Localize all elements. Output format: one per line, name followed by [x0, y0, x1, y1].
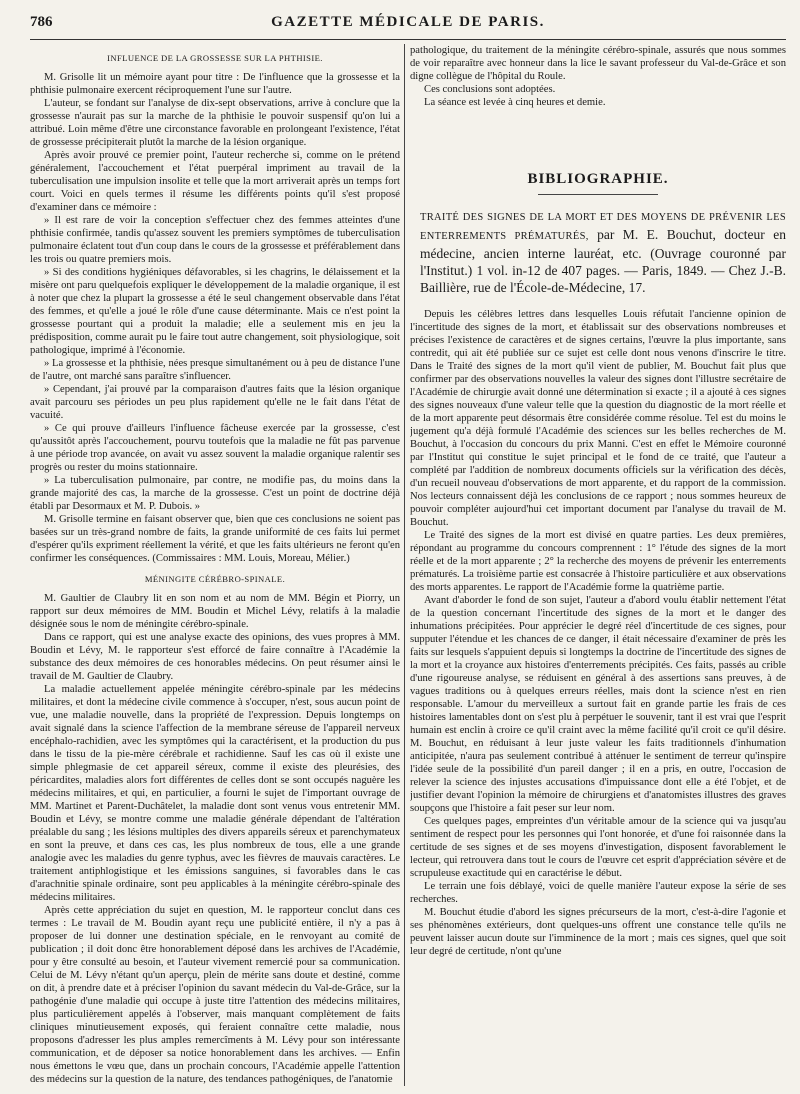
- paragraph: » La tuberculisation pulmonaire, par contre, ne modifie pas, du moins dans la grande majorité des cas, la marche de la grossesse. C'est un point de doctrine déjà établi par Desormaux et M. P. Dubois. »: [30, 475, 400, 512]
- page-number: 786: [30, 14, 53, 30]
- book-title: TRAITÉ DES SIGNES DE LA MORT ET DES MOYENS DE PRÉVENIR LES ENTERREMENTS PRÉMATURÉS,: [420, 212, 786, 242]
- paragraph: Le terrain une fois déblayé, voici de quelle manière l'auteur expose la série de ses recherches.: [410, 881, 786, 905]
- paragraph: » Il est rare de voir la conception s'effectuer chez des femmes atteintes d'une phthisie confirmée, tandis qu'assez souvent les premiers symptômes de tuberculisation pulmonaire éclatent tout d'un coup dans le cours de la grossesse et préférablement dans les trois ou quatre premiers mois.: [30, 215, 400, 265]
- paragraph: Dans ce rapport, qui est une analyse exacte des opinions, des vues propres à MM. Boudin et Lévy, M. le rapporteur s'est efforcé de faire connaître à l'Académie la substance des deux mémoires de ces honorables médecins. On peut résumer ainsi le travail de M. Gaultier de Claubry.: [30, 632, 400, 682]
- section-title-phthisie: INFLUENCE DE LA GROSSESSE SUR LA PHTHISIE.: [107, 53, 323, 63]
- paragraph: M. Grisolle termine en faisant observer que, bien que ces conclusions ne soient pas basées sur un très-grand nombre de faits, la grande uniformité de ces faits lui permet d'espérer qu'ils expriment réellement la vérité, et que les faits ultérieurs ne feront qu'en confirmer les conséquences. (Commissaires : MM. Louis, Moreau, Mélier.): [30, 514, 400, 564]
- right-column: [410, 44, 786, 1088]
- paragraph: Depuis les célèbres lettres dans lesquelles Louis réfutait l'ancienne opinion de l'incertitude des signes de la mort, et établissait sur des observations nombreuses et précises l'existence de caractères et de signes certains, l'œuvre la plus importante, sans contredit, qui ait été publiée sur ce sujet est celle dont nous venons d'inscrire le titre. Dans le Traité des signes de la mort qu'il vient de publier, M. Bouchut fait plus que confirmer par des observations nouvelles la valeur des signes dont l'illustre secrétaire de l'Académie de chirurgie avait donné une détermination si exacte ; il a ajouté à ces signes des signes nouveaux d'une valeur telle que la question du diagnostic de la mort réelle et de la mort apparente peut désormais être considérée comme résolue. Tel est du moins le jugement qu'a déjà formulé l'Académie des sciences sur les belles recherches de M. Bouchut, à l'occasion du concours du prix Manni. C'est en effet le Mémoire couronné par l'Institut qui constitue le sujet principal et le fond de ce traité, que l'auteur a complété par l'addition de nombreux documents officiels sur la vérification des décès, d'un recueil nouveau d'observations de mort apparente, et du rapport de la commission. Nos lecteurs connaissent déjà les conclusions de ce rapport ; nous sommes heureux de pouvoir compléter aujourd'hui cet important document par l'analyse du travail de M. Bouchut.: [410, 309, 786, 528]
- paragraph: » Si des conditions hygiéniques défavorables, si les chagrins, le délaissement et la misère ont paru quelquefois expliquer le développement de la maladie organique, il est à noter que chez la plupart la grossesse a été le seul changement observable dans l'état des femmes, et qu'elle a joué le rôle d'une cause déterminante. Mais ce n'est point la grossesse pourtant qui a produit la maladie; elle a seulement mis en jeu la prédisposition, comme aurait pu le faire tout autre changement, soit physiologique, soit pathologique, imprimé à l'économie.: [30, 267, 400, 356]
- journal-title: GAZETTE MÉDICALE DE PARIS.: [271, 14, 545, 30]
- paragraph: » Cependant, j'ai prouvé par la comparaison d'autres faits que la lésion organique avait parcouru ses périodes un peu plus rapidement qu'elle ne le fait dans l'état de vacuité.: [30, 384, 400, 421]
- section-title-meningite: MÉNINGITE CÉRÉBRO-SPINALE.: [144, 574, 286, 584]
- paragraph: » La grossesse et la phthisie, nées presque simultanément ou à peu de distance l'une de l'autre, ont marché sans paraître s'influencer.: [30, 358, 400, 382]
- paragraph: Ces quelques pages, empreintes d'un véritable amour de la science qui va jusqu'au sentiment de respect pour les personnes qui l'ont honorée, et d'une foi raisonnée dans la certitude de ses signes et de ses moyens d'investigation, disposent favorablement le lecteur, qui retrouvera dans tout le cours de l'œuvre cet esprit d'appréciation sévère et de scrupuleuse exactitude qui en caractérise le début.: [410, 816, 786, 879]
- paragraph: La séance est levée à cinq heures et demie.: [424, 97, 606, 108]
- heading-rule: [538, 194, 658, 195]
- bibliography-heading: BIBLIOGRAPHIE.: [527, 171, 669, 187]
- book-citation: [410, 207, 786, 296]
- paragraph: Le Traité des signes de la mort est divisé en quatre parties. Les deux premières, répondant au programme du concours comprennent : 1° l'étude des signes de la mort réelle et de la mort apparente ; 2° la recherche des moyens de prévenir les enterrements prématurés. La troisième partie est consacrée à l'histoire particulière et aux observations des morts apparentes. Le rapport de l'Académie forme la quatrième partie.: [410, 530, 786, 593]
- paragraph: L'auteur, se fondant sur l'analyse de dix-sept observations, arrive à conclure que la grossesse n'aurait pas sur la marche de la phthisie le pouvoir suspensif qu'on lui a attribué. Loin même d'être une circonstance favorable en prolongeant l'existence, l'état de grossesse précipiterait plutôt la marche de la lésion organique.: [30, 98, 400, 148]
- header-rule: [30, 39, 786, 40]
- paragraph: La maladie actuellement appelée méningite cérébro-spinale par les médecins militaires, et dont la médecine civile commence à s'occuper, n'est, sous aucun point de vue, une maladie nouvelle, dans la propriété de l'expression. Depuis longtemps on avait signalé dans la science l'affection de la membrane séreuse de l'appareil nerveux encéphalo-rachidien, avec les symptômes qui la caractérisent, et la production du pus dans le tissu de la pie-mère cérébrale et rachidienne. Sauf les cas où il existe une simple phlegmasie de cet appareil séreux, comme il existe des pleurésies, des péricardites, maladies alors fort différentes de celles dont se sont occupés naguère les médecins militaires, et qui, en particulier, a fourni le sujet de l'important ouvrage de MM. Martinet et Parent-Duchâtelet, la maladie dont sont venus vous entretenir MM. Boudin et Lévy, se montre comme une maladie générale dépendant de l'altération préalable du sang ; les lésions multiples des divers appareils séreux et parenchymateux en sont la preuve, et dans ces cas, les plus nombreux de tous, elle a une grande analogie avec les maladies du genre typhus, avec les fièvres de mauvais caractères. Le traitement antiphlogistique et les émissions sanguines, si favorables dans le cas d'arachnitie spinale ordinaire, sont peu applicables à la méningite cérébro-spinale des médecins militaires.: [30, 684, 400, 903]
- paragraph: Ces conclusions sont adoptées.: [424, 84, 556, 95]
- column-divider: [404, 44, 405, 1086]
- paragraph: M. Bouchut étudie d'abord les signes précurseurs de la mort, c'est-à-dire l'agonie et ses phénomènes extérieurs, dont quelques-uns offrent une constance telle qu'ils ne peuvent laisser aucun doute sur l'imminence de la mort ; mais ces signes, quel que soit leur degré de certitude, n'ont qu'une: [410, 907, 786, 957]
- page-header: [30, 14, 786, 36]
- paragraph: M. Grisolle lit un mémoire ayant pour titre : De l'influence que la grossesse et la phthisie pulmonaire exercent réciproquement l'une sur l'autre.: [30, 72, 400, 96]
- paragraph: Après cette appréciation du sujet en question, M. le rapporteur conclut dans ces termes : Le travail de M. Boudin ayant reçu une publicité entière, il n'y a pas à proposer de lui donner une destination spéciale, en le renvoyant au comité de publication ; il doit donc être honorablement déposé dans les archives de l'Académie, pour y être consulté au besoin, et l'auteur vivement remercié pour sa communication. Celui de M. Lévy n'étant qu'un aperçu, plein de mérite sans doute et destiné, comme on dit, à prendre date et à préciser l'opinion du savant médecin du Val-de-Grâce, sur la pathogénie d'une maladie qui occupe à juste titre l'attention des médecins militaires, plus particulièrement appelés à l'observer, mais manquant complètement de faits cliniques minutieusement exposés, qui feraient connaître cette maladie, nous proposons d'adresser les plus amples remercîments à M. Lévy pour son intéressante communication, et de déposer sa notice honorablement dans les archives. — Enfin nous émettons le vœu que, dans un prochain concours, l'Académie appelle l'attention des médecins sur la question de la nature, des tendances pathogéniques, de l'anatomie: [30, 905, 400, 1085]
- paragraph: M. Gaultier de Claubry lit en son nom et au nom de MM. Bégin et Piorry, un rapport sur deux mémoires de MM. Boudin et Michel Lévy, relatifs à la maladie désignée sous le nom de méningite cérébro-spinale.: [30, 593, 400, 630]
- paragraph: Avant d'aborder le fond de son sujet, l'auteur a d'abord voulu établir nettement l'état de la question concernant l'incertitude des signes de la mort et le danger des inhumations précipitées. Pour apprécier le degré réel d'incertitude de ces signes, pour supputer l'étendue et les chances de ce danger, il était nécessaire d'examiner de près les faits sur lesquels s'appuient depuis si longtemps la doctrine de l'incertitude des signes de la mort et la croyance aux histoires d'enterrements précipités. Ces faits, passés au crible d'une rigoureuse analyse, se réduisent en général à des assertions sans preuves, à de vagues traditions ou à quelques erreurs réelles, mais dont la science n'est en rien responsable. L'amour du merveilleux a surtout fait en grande partie les frais de ces histoires lamentables dont on s'est plu à perpétuer le souvenir, tant il est vrai que l'esprit humain est enclin à croire ce qu'il craint avec la même facilité qu'il croit ce qu'il désire. M. Bouchut, en réduisant à leur juste valeur les faits traditionnels d'inhumation anticipitée, n'aura pas seulement contribué à atténuer le sentiment de terreur qu'inspire l'idée seule de la possibilité d'un pareil danger ; il en a pris, en outre, l'occasion de relever la science des injustes accusations d'impuissance dont elle a été l'objet, et de justifier devant l'opinion la mémoire de chirurgiens et d'anatomistes illustres des graves soupçons que l'histoire a fait peser sur leur nom.: [410, 595, 786, 814]
- book-details: par M. E. Bouchut, docteur en médecine, ancien interne lauréat, etc. (Ouvrage couronné par l'Institut.) 1 vol. in-12 de 407 pages. — Paris, 1849. — Chez J.-B. Baillière, rue de l'École-de-Médecine, 17.: [420, 227, 786, 295]
- paragraph: pathologique, du traitement de la méningite cérébro-spinale, assurés que nous sommes de voir reparaître avec honneur dans la lice le savant professeur du Val-de-Grâce et son digne collègue de l'hôpital du Roule.: [410, 45, 786, 82]
- left-column: [30, 44, 400, 1088]
- paragraph: » Ce qui prouve d'ailleurs l'influence fâcheuse exercée par la grossesse, c'est qu'aussitôt après l'accouchement, pourvu toutefois que la maladie ne fût pas parvenue à une période trop avancée, on avait vu assez souvent la maladie organique ralentir ses progrès ou rester du moins stationnaire.: [30, 423, 400, 473]
- paragraph: Après avoir prouvé ce premier point, l'auteur recherche si, comme on le prétend généralement, l'accouchement et l'état puerpéral impriment au travail de la tuberculisation une impulsion insolite et telle que la mort arriverait après un temps fort court. Voici en quels termes il résume les différents points qu'il s'est proposé d'examiner dans ce mémoire :: [30, 150, 400, 213]
